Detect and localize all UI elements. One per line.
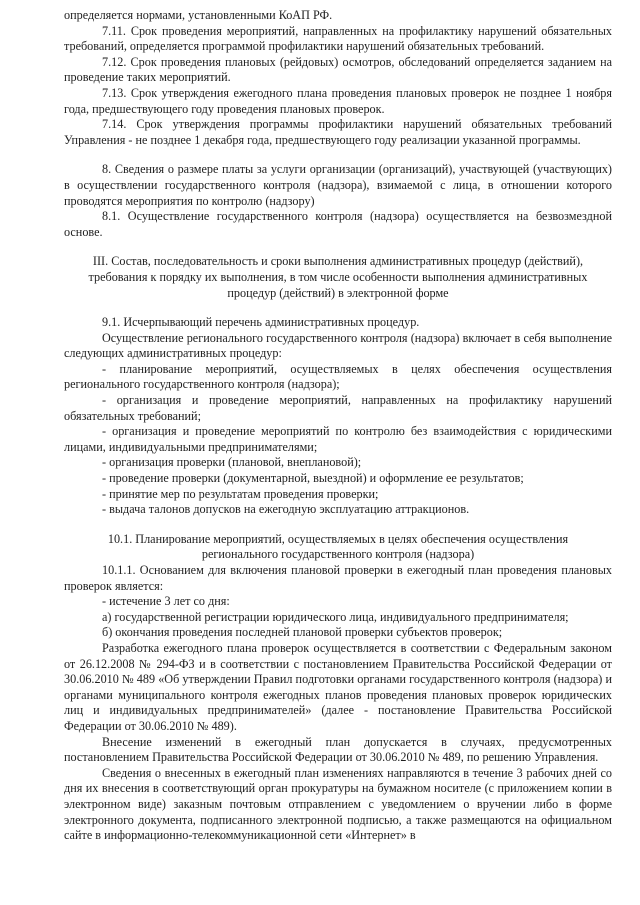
paragraph-7-13: 7.13. Срок утверждения ежегодного плана проведения плановых проверок не позднее 1 ноября года, предшествующего году проведения плановых проверок. (64, 85, 612, 116)
paragraph-7-12: 7.12. Срок проведения плановых (рейдовых) осмотров, обследований определяется заданием на проведение таких мероприятий. (64, 54, 612, 85)
list-item: б) окончания проведения последней плановой проверки субъектов проверок; (102, 625, 503, 640)
list-item: - планирование мероприятий, осуществляемых в целях обеспечения осуществления регионального государственного контроля (надзора); (64, 361, 612, 392)
list-item: - организация и проведение мероприятий по контролю без взаимодействия с юридическими лицами, индивидуальными предпринимателями; (64, 424, 612, 454)
paragraph-continuation: определяется нормами, установленными КоАП РФ. (64, 8, 333, 22)
list-item: - проведение проверки (документарной, выездной) и оформление ее результатов; (102, 471, 524, 486)
list-item: - истечение 3 лет со дня: (102, 594, 230, 609)
paragraph-8: 8. Сведения о размере платы за услуги организации (организаций), участвующей (участвующих) в осуществлении государственного контроля (надзора), взимаемой с лица, в отношении которого проводятся мероприятия по контролю (надзору) (64, 162, 612, 208)
list-item: а) государственной регистрации юридического лица, индивидуального предпринимателя; (102, 609, 569, 624)
paragraph-10-1-1: 10.1.1. Основанием для включения плановой проверки в ежегодный план проведения плановых проверок является: (64, 563, 612, 593)
subsection-heading-10-1: 10.1. Планирование мероприятий, осуществляемых в целях обеспечения осуществления регионального государственного контроля (надзора) (107, 531, 569, 562)
list-item: - принятие мер по результатам проведения проверки; (102, 486, 379, 501)
spacer (64, 518, 612, 532)
list-item: - выдача талонов допусков на ежегодную эксплуатацию аттракционов. (102, 502, 470, 517)
paragraph-procedures-intro: Осуществление регионального государственного контроля (надзора) включает в себя выполнение следующих административных процедур: (64, 330, 612, 361)
section-heading-iii: III. Состав, последовательность и сроки выполнения административных процедур (действий), требования к порядку их выполнения, в том числе особенности выполнения административных процедур (действий) в электронной форме (88, 254, 588, 300)
paragraph-9-1: 9.1. Исчерпывающий перечень административных процедур. (102, 315, 420, 330)
paragraph-change-notification: Сведения о внесенных в ежегодный план изменениях направляются в течение 3 рабочих дней со дня их внесения в соответствующий орган прокуратуры на бумажном носителе (с приложением копии в электронном виде) заказным почтовым отправлением с уведомлением о вручении либо в форме электронного документа, подписанного электронной подписью, а также размещаются на официальном сайте в информационно-телекоммуникационной сети «Интернет» в (64, 765, 612, 843)
paragraph-annual-plan: Разработка ежегодного плана проверок осуществляется в соответствии с Федеральным законом от 26.12.2008 № 294-ФЗ и в соответствии с постановлением Правительства Российской Федерации от 30.06.2010 № 489 «Об утверждении Правил подготовки органами государственного контроля (надзора) и органами муниципального контроля ежегодных планов проведения плановых проверок юридических лиц и индивидуальных предпринимателей» (далее - постановление Правительства Российской Федерации от 30.06.2010 № 489). (64, 640, 612, 733)
spacer (64, 240, 612, 254)
spacer (64, 301, 612, 315)
paragraph-7-11: 7.11. Срок проведения мероприятий, направленных на профилактику нарушений обязательных требований, определяется программой профилактики нарушений обязательных требований. (64, 23, 612, 54)
paragraph-plan-changes: Внесение изменений в ежегодный план допускается в случаях, предусмотренных постановлением Правительства Российской Федерации от 30.06.2010 № 489, по решению Управления. (64, 734, 612, 765)
spacer (64, 148, 612, 162)
list-item: - организация проверки (плановой, внеплановой); (102, 455, 362, 470)
paragraph-8-1: 8.1. Осуществление государственного контроля (надзора) осуществляется на безвозмездной основе. (64, 209, 612, 239)
list-item: - организация и проведение мероприятий, направленных на профилактику нарушений обязательных требований; (64, 393, 612, 423)
paragraph-7-14: 7.14. Срок утверждения программы профилактики нарушений обязательных требований Управления - не позднее 1 декабря года, предшествующего году реализации указанной программы. (64, 117, 612, 147)
